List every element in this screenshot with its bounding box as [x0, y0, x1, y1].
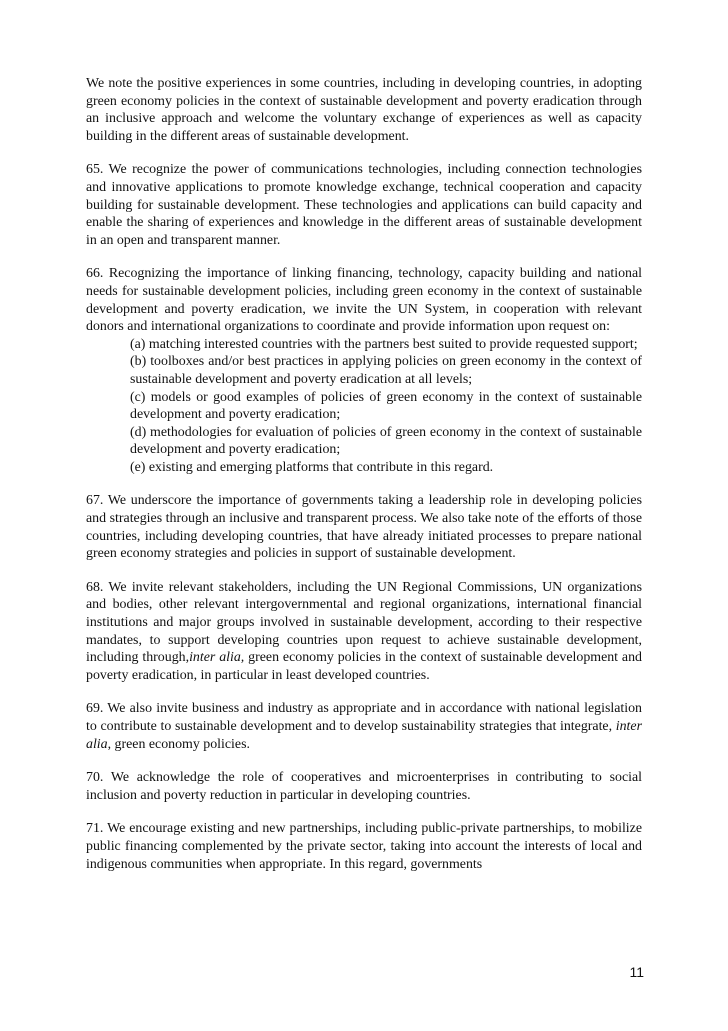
- list-item-e: (e) existing and emerging platforms that contribute in this regard.: [130, 459, 494, 475]
- paragraph-68: [86, 579, 642, 685]
- paragraph-68-text-end: green economy policies in the context of sustainable development and poverty eradication, in particular in least developed countries.: [86, 650, 642, 683]
- paragraph-66-text: 66. Recognizing the importance of linking financing, technology, capacity building and national needs for sustainable development policies, including green economy in the context of sustainable development and poverty eradication, we invite the UN System, in cooperation with relevant donors and international organizations to coordinate and provide information upon request on:: [86, 266, 642, 335]
- paragraph-69-italic: inter alia: [86, 719, 642, 752]
- paragraph-66-list: [86, 336, 642, 477]
- document-body: [86, 75, 642, 873]
- paragraph-69: [86, 700, 642, 753]
- paragraph-68-text-start: 68. We invite relevant stakeholders, including the UN Regional Commissions, UN organizations and bodies, other relevant intergovernmental and regional organizations, international financial institutions and major groups involved in sustainable development, according to their respective mandates, to support developing countries upon request to achieve sustainable development, including through,: [86, 579, 642, 666]
- paragraph-69-text-end: , green economy policies.: [107, 736, 250, 752]
- list-item-b: (b) toolboxes and/or best practices in applying policies on green economy in the context of sustainable development and poverty eradication at all levels;: [130, 354, 642, 387]
- list-item-c: (c) models or good examples of policies of green economy in the context of sustainable development and poverty eradication;: [130, 389, 642, 423]
- paragraph-68-italic: inter alia,: [189, 650, 245, 666]
- paragraph-70: 70. We acknowledge the role of cooperatives and microenterprises in contributing to social inclusion and poverty reduction in particular in developing countries.: [86, 770, 642, 803]
- paragraph-69-text-start: 69. We also invite business and industry as appropriate and in accordance with national legislation to contribute to sustainable development and to develop sustainability strategies that integrate,: [86, 701, 642, 734]
- paragraph-65: 65. We recognize the power of communications technologies, including connection technologies and innovative applications to promote knowledge exchange, technical cooperation and capacity building for sustainable development. These technologies and applications can build capacity and enable the sharing of experiences and knowledge in the different areas of sustainable development in an open and transparent manner.: [86, 162, 642, 248]
- list-item-a: (a) matching interested countries with the partners best suited to provide requested support;: [130, 336, 638, 352]
- list-item-d: (d) methodologies for evaluation of policies of green economy in the context of sustainable development and poverty eradication;: [130, 424, 642, 458]
- paragraph-67: 67. We underscore the importance of governments taking a leadership role in developing policies and strategies through an inclusive and transparent process. We also take note of the efforts of those countries, including developing countries, that have already initiated processes to prepare national green economy strategies and policies in support of sustainable development.: [86, 493, 642, 562]
- paragraph-71: 71. We encourage existing and new partnerships, including public-private partnerships, to mobilize public financing complemented by the private sector, taking into account the interests of local and indigenous communities when appropriate. In this regard, governments: [86, 821, 642, 872]
- paragraph-intro: We note the positive experiences in some countries, including in developing countries, in adopting green economy policies in the context of sustainable development and poverty eradication through an inclusive approach and welcome the voluntary exchange of experiences as well as capacity building in the different areas of sustainable development.: [86, 76, 642, 144]
- page-number: 11: [629, 964, 644, 980]
- paragraph-66: [86, 265, 642, 476]
